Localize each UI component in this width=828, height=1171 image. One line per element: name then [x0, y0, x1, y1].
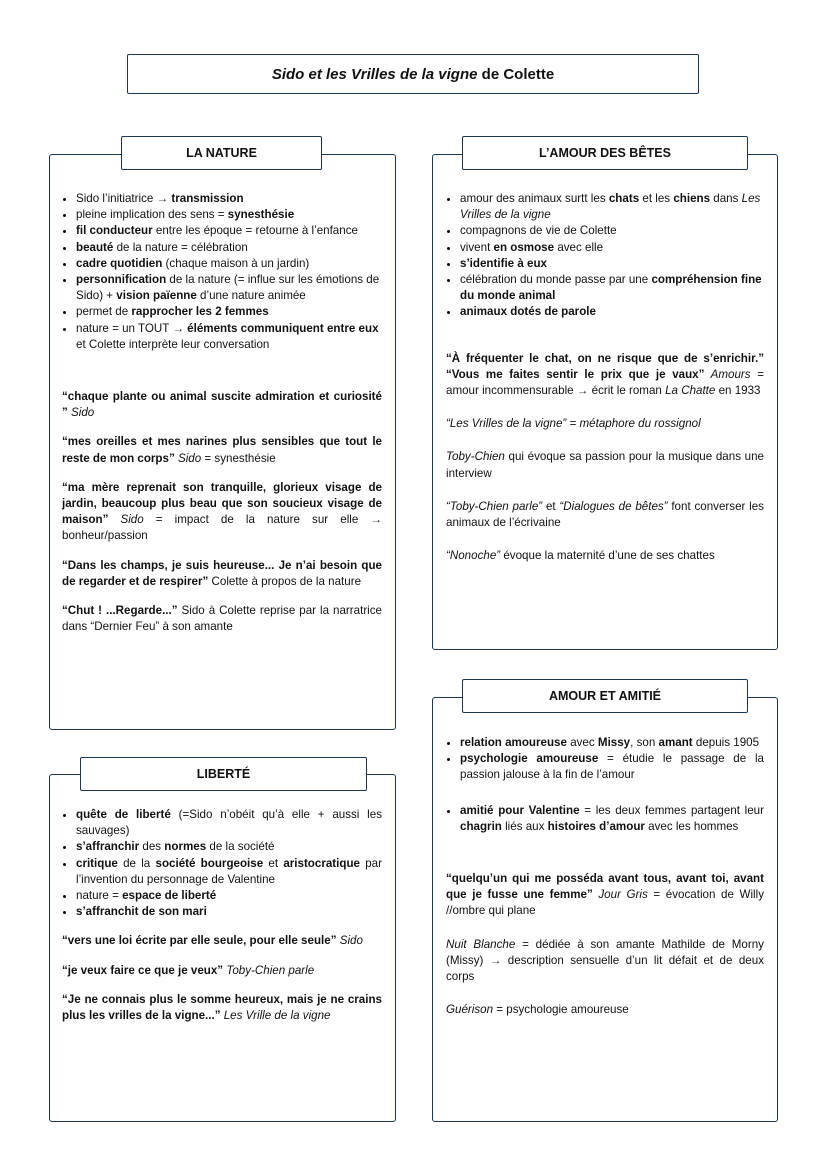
list-item: • Sido l’initiatrice → transmission [76, 191, 382, 207]
liberte-list [62, 807, 382, 920]
betes-quote-1: “À fréquenter le chat, on ne risque que de s’enrichir.” “Vous me faites sentir le prix que je vaux” Amours = amour incommensurable → écrit le roman La Chatte en 1933 [446, 351, 764, 398]
betes-quote-4: “Toby-Chien parle” et “Dialogues de bêtes” font converser les animaux de l’écrivaine [446, 499, 764, 530]
list-item: • s’affranchit de son mari [76, 904, 382, 920]
list-item: • psychologie amoureuse = étudie le passage de la passion jalouse à la fin de l’amour [460, 751, 764, 783]
list-item: • nature = espace de liberté [76, 888, 382, 904]
liberte-quote-2: “je veux faire ce que je veux” Toby-Chien parle [62, 963, 315, 977]
nature-quote-3: “ma mère reprenait son tranquille, glorieux visage de jardin, beaucoup plus beau que son soucieux visage de maison” Sido = impact de la nature sur elle → bonheur/passion [62, 480, 382, 543]
list-item: • s’affranchir des normes de la société [76, 839, 382, 855]
list-item: • amour des animaux surtt les chats et les chiens dans Les Vrilles de la vigne [460, 191, 764, 223]
amour-list-1 [446, 735, 764, 784]
heading-betes: L’AMOUR DES BÊTES [462, 136, 748, 170]
nature-quote-2: “mes oreilles et mes narines plus sensibles que tout le reste de mon corps” Sido = synesthésie [62, 435, 382, 465]
list-item: • relation amoureuse avec Missy, son amant depuis 1905 [460, 735, 764, 751]
list-item: • critique de la société bourgeoise et aristocratique par l’invention du personnage de Valentine [76, 856, 382, 888]
list-item: • cadre quotidien (chaque maison à un jardin) [76, 256, 382, 272]
amour-quote-1: “quelqu’un qui me posséda avant tous, avant toi, avant que je fusse une femme” Jour Gris = évocation de Willy //ombre qui plane [446, 872, 765, 918]
heading-liberte: LIBERTÉ [80, 757, 367, 791]
heading-amour: AMOUR ET AMITIÉ [462, 679, 748, 713]
list-item: • animaux dotés de parole [460, 304, 764, 320]
liberte-content [62, 807, 382, 1024]
list-item: • célébration du monde passe par une compréhension fine du monde animal [460, 272, 764, 304]
amour-quote-2: Nuit Blanche = dédiée à son amante Mathilde de Morny (Missy) → description sensuelle d’un lit défait et de deux corps [446, 937, 764, 984]
betes-quote-5: “Nonoche” évoque la maternité d’une de ses chattes [446, 549, 715, 563]
list-item: • amitié pour Valentine = les deux femmes partagent leur chagrin liés aux histoires d’amour avec les hommes [460, 803, 764, 835]
betes-list [446, 191, 764, 321]
list-item: • quête de liberté (=Sido n’obéit qu’à elle + aussi les sauvages) [76, 807, 382, 839]
nature-list [62, 191, 382, 353]
list-item: • s’identifie à eux [460, 256, 764, 272]
liberte-quote-1: “vers une loi écrite par elle seule, pour elle seule” Sido [62, 934, 363, 948]
nature-quote-5: “Chut ! ...Regarde...” Sido à Colette reprise par la narratrice dans “Dernier Feu” à son amante [62, 604, 383, 634]
list-item: • pleine implication des sens = synesthésie [76, 207, 382, 223]
list-item: • personnification de la nature (= influe sur les émotions de Sido) + vision païenne d’une nature animée [76, 272, 382, 304]
amour-list-2 [446, 803, 764, 835]
amour-content [446, 735, 764, 1018]
nature-content [62, 191, 382, 635]
list-item: • permet de rapprocher les 2 femmes [76, 304, 382, 320]
document-title: Sido et les Vrilles de la vigne de Colette [127, 54, 699, 94]
amour-quote-3: Guérison = psychologie amoureuse [446, 1003, 629, 1017]
betes-quote-3: Toby-Chien qui évoque sa passion pour la musique dans une interview [446, 450, 764, 480]
list-item: • nature = un TOUT → éléments communiquent entre eux et Colette interprète leur conversation [76, 321, 382, 353]
nature-quote-1: “chaque plante ou animal suscite admiration et curiosité ” Sido [62, 390, 382, 420]
liberte-quote-3: “Je ne connais plus le somme heureux, mais je ne crains plus les vrilles de la vigne...” Les Vrille de la vigne [62, 992, 382, 1023]
heading-nature: LA NATURE [121, 136, 322, 170]
betes-content [446, 191, 764, 564]
list-item: • beauté de la nature = célébration [76, 240, 382, 256]
list-item: • compagnons de vie de Colette [460, 223, 764, 239]
list-item: • fil conducteur entre les époque = retourne à l’enfance [76, 223, 382, 239]
list-item: • vivent en osmose avec elle [460, 240, 764, 256]
betes-quote-2: “Les Vrilles de la vigne” = métaphore du rossignol [446, 417, 701, 431]
nature-quote-4: “Dans les champs, je suis heureuse... Je n’ai besoin que de regarder et de respirer” Colette à propos de la nature [62, 558, 382, 588]
